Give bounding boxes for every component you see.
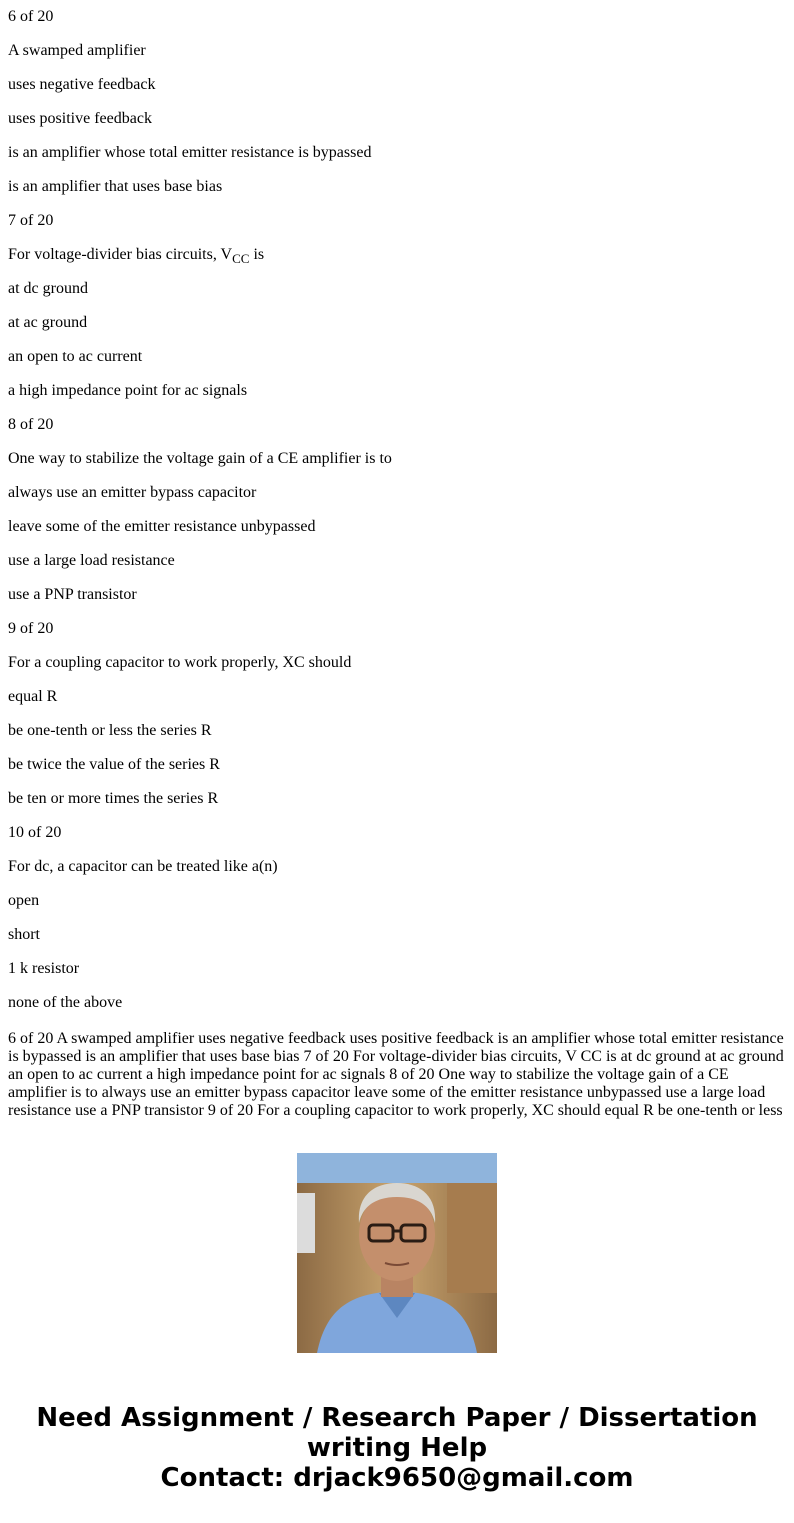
question-number: 7 of 20 (8, 212, 54, 229)
question-prompt: A swamped amplifier (8, 42, 146, 59)
question-list (8, 0, 786, 1020)
question-number: 9 of 20 (8, 620, 54, 637)
contact-banner (0, 1403, 794, 1493)
answer-option: none of the above (8, 994, 123, 1011)
question-prompt (8, 238, 786, 272)
answer-option: leave some of the emitter resistance unbypassed (8, 518, 316, 535)
answer-option: a high impedance point for ac signals (8, 382, 248, 399)
answer-option: be twice the value of the series R (8, 756, 220, 773)
answer-option: an open to ac current (8, 348, 143, 365)
question-prompt: For dc, a capacitor can be treated like a(n) (8, 858, 278, 875)
answer-option: always use an emitter bypass capacitor (8, 484, 257, 501)
answer-option: 1 k resistor (8, 960, 80, 977)
question-prompt: One way to stabilize the voltage gain of a CE amplifier is to (8, 450, 392, 467)
avatar (297, 1153, 497, 1353)
answer-option: is an amplifier that uses base bias (8, 178, 223, 195)
answer-option: use a large load resistance (8, 552, 175, 569)
avatar-portrait-icon (297, 1153, 497, 1353)
answer-option: at ac ground (8, 314, 88, 331)
question-number: 6 of 20 (8, 8, 54, 25)
answer-option: open (8, 892, 40, 909)
answer-option: equal R (8, 688, 58, 705)
answer-option: at dc ground (8, 280, 88, 297)
subscript-text: CC (232, 251, 250, 266)
answer-option: short (8, 926, 40, 943)
answer-option: uses negative feedback (8, 76, 156, 93)
prompt-text: For voltage-divider bias circuits, V (8, 246, 233, 263)
answer-option: uses positive feedback (8, 110, 152, 127)
answer-option: use a PNP transistor (8, 586, 137, 603)
question-number: 8 of 20 (8, 416, 54, 433)
question-number: 10 of 20 (8, 824, 62, 841)
contact-email[interactable]: Contact: drjack9650@gmail.com (160, 1463, 634, 1493)
summary-paragraph: 6 of 20 A swamped amplifier uses negative feedback uses positive feedback is an amplifier whose total emitter resistance is bypassed is an amplifier that uses base bias 7 of 20 For voltage-divider bias circuits, V CC is at dc ground at ac ground an open to ac current a high impedance point for ac signals 8 of 20 One way to stabilize the voltage gain of a CE amplifier is to always use an emitter bypass capacitor leave some of the emitter resistance unbypassed use a large load resistance use a PNP transistor 9 of 20 For a coupling capacitor to work properly, XC should equal R be one-tenth or less (8, 1030, 784, 1119)
banner-line: Need Assignment / Research Paper / Dissertation (36, 1403, 758, 1433)
banner-line: writing Help (306, 1433, 488, 1463)
answer-option: be ten or more times the series R (8, 790, 219, 807)
answer-option: is an amplifier whose total emitter resistance is bypassed (8, 144, 372, 161)
prompt-text: is (249, 246, 265, 263)
answer-option: be one-tenth or less the series R (8, 722, 212, 739)
question-prompt: For a coupling capacitor to work properly, XC should (8, 654, 352, 671)
